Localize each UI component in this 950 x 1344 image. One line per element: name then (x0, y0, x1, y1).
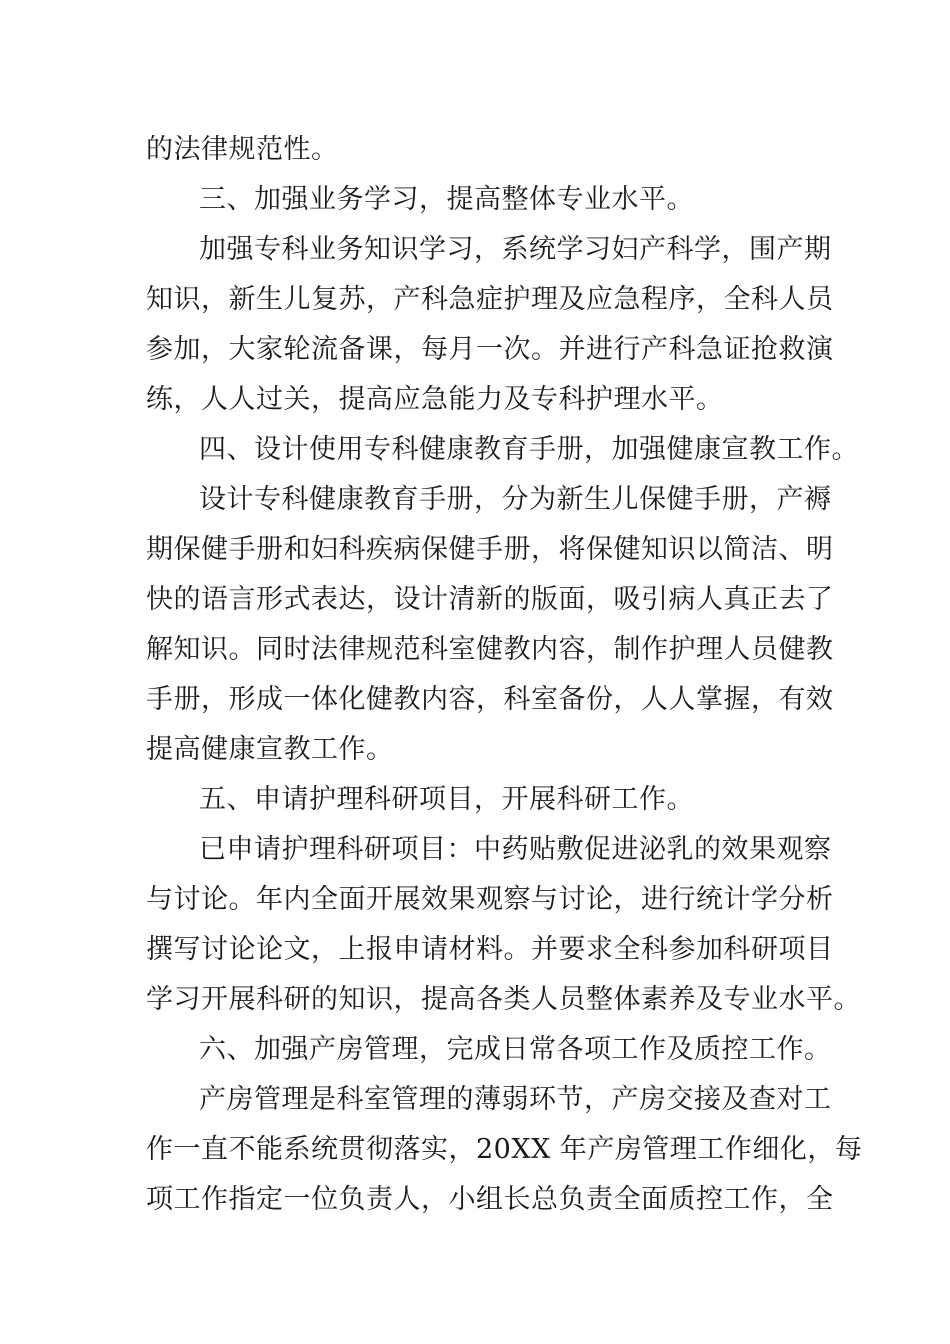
paragraph-line: 加强专科业务知识学习，系统学习妇产科学，围产期 (199, 234, 832, 265)
paragraph-line: 快的语言形式表达，设计清新的版面，吸引病人真正去了 (146, 584, 834, 615)
paragraph-line: 作一直不能系统贯彻落实，20XX 年产房管理工作细化，每 (146, 1134, 863, 1165)
section-heading-5: 五、申请护理科研项目，开展科研工作。 (199, 784, 694, 815)
paragraph-line: 期保健手册和妇科疾病保健手册，将保健知识以简洁、明 (146, 534, 834, 565)
section-heading-3: 三、加强业务学习，提高整体专业水平。 (199, 184, 694, 215)
paragraph-line: 学习开展科研的知识，提高各类人员整体素养及专业水平。 (146, 984, 861, 1015)
paragraph-line: 的法律规范性。 (146, 134, 339, 165)
section-heading-4: 四、设计使用专科健康教育手册，加强健康宣教工作。 (199, 434, 859, 465)
paragraph-line: 参加，大家轮流备课，每月一次。并进行产科急证抢救演 (146, 334, 834, 365)
paragraph-line: 与讨论。年内全面开展效果观察与讨论，进行统计学分析 (146, 884, 834, 915)
paragraph-line: 撰写讨论论文，上报申请材料。并要求全科参加科研项目 (146, 934, 834, 965)
paragraph-line: 解知识。同时法律规范科室健教内容，制作护理人员健教 (146, 634, 834, 665)
paragraph-line: 项工作指定一位负责人，小组长总负责全面质控工作，全 (146, 1184, 834, 1215)
section-heading-6: 六、加强产房管理，完成日常各项工作及质控工作。 (199, 1034, 832, 1065)
paragraph-line: 已申请护理科研项目：中药贴敷促进泌乳的效果观察 (199, 834, 832, 865)
paragraph-line: 产房管理是科室管理的薄弱环节，产房交接及查对工 (199, 1084, 832, 1115)
paragraph-line: 提高健康宣教工作。 (146, 734, 394, 765)
paragraph-line: 设计专科健康教育手册，分为新生儿保健手册，产褥 (199, 484, 832, 515)
paragraph-line: 练，人人过关，提高应急能力及专科护理水平。 (146, 384, 724, 415)
paragraph-line: 手册，形成一体化健教内容，科室备份，人人掌握，有效 (146, 684, 834, 715)
paragraph-line: 知识，新生儿复苏，产科急症护理及应急程序，全科人员 (146, 284, 834, 315)
